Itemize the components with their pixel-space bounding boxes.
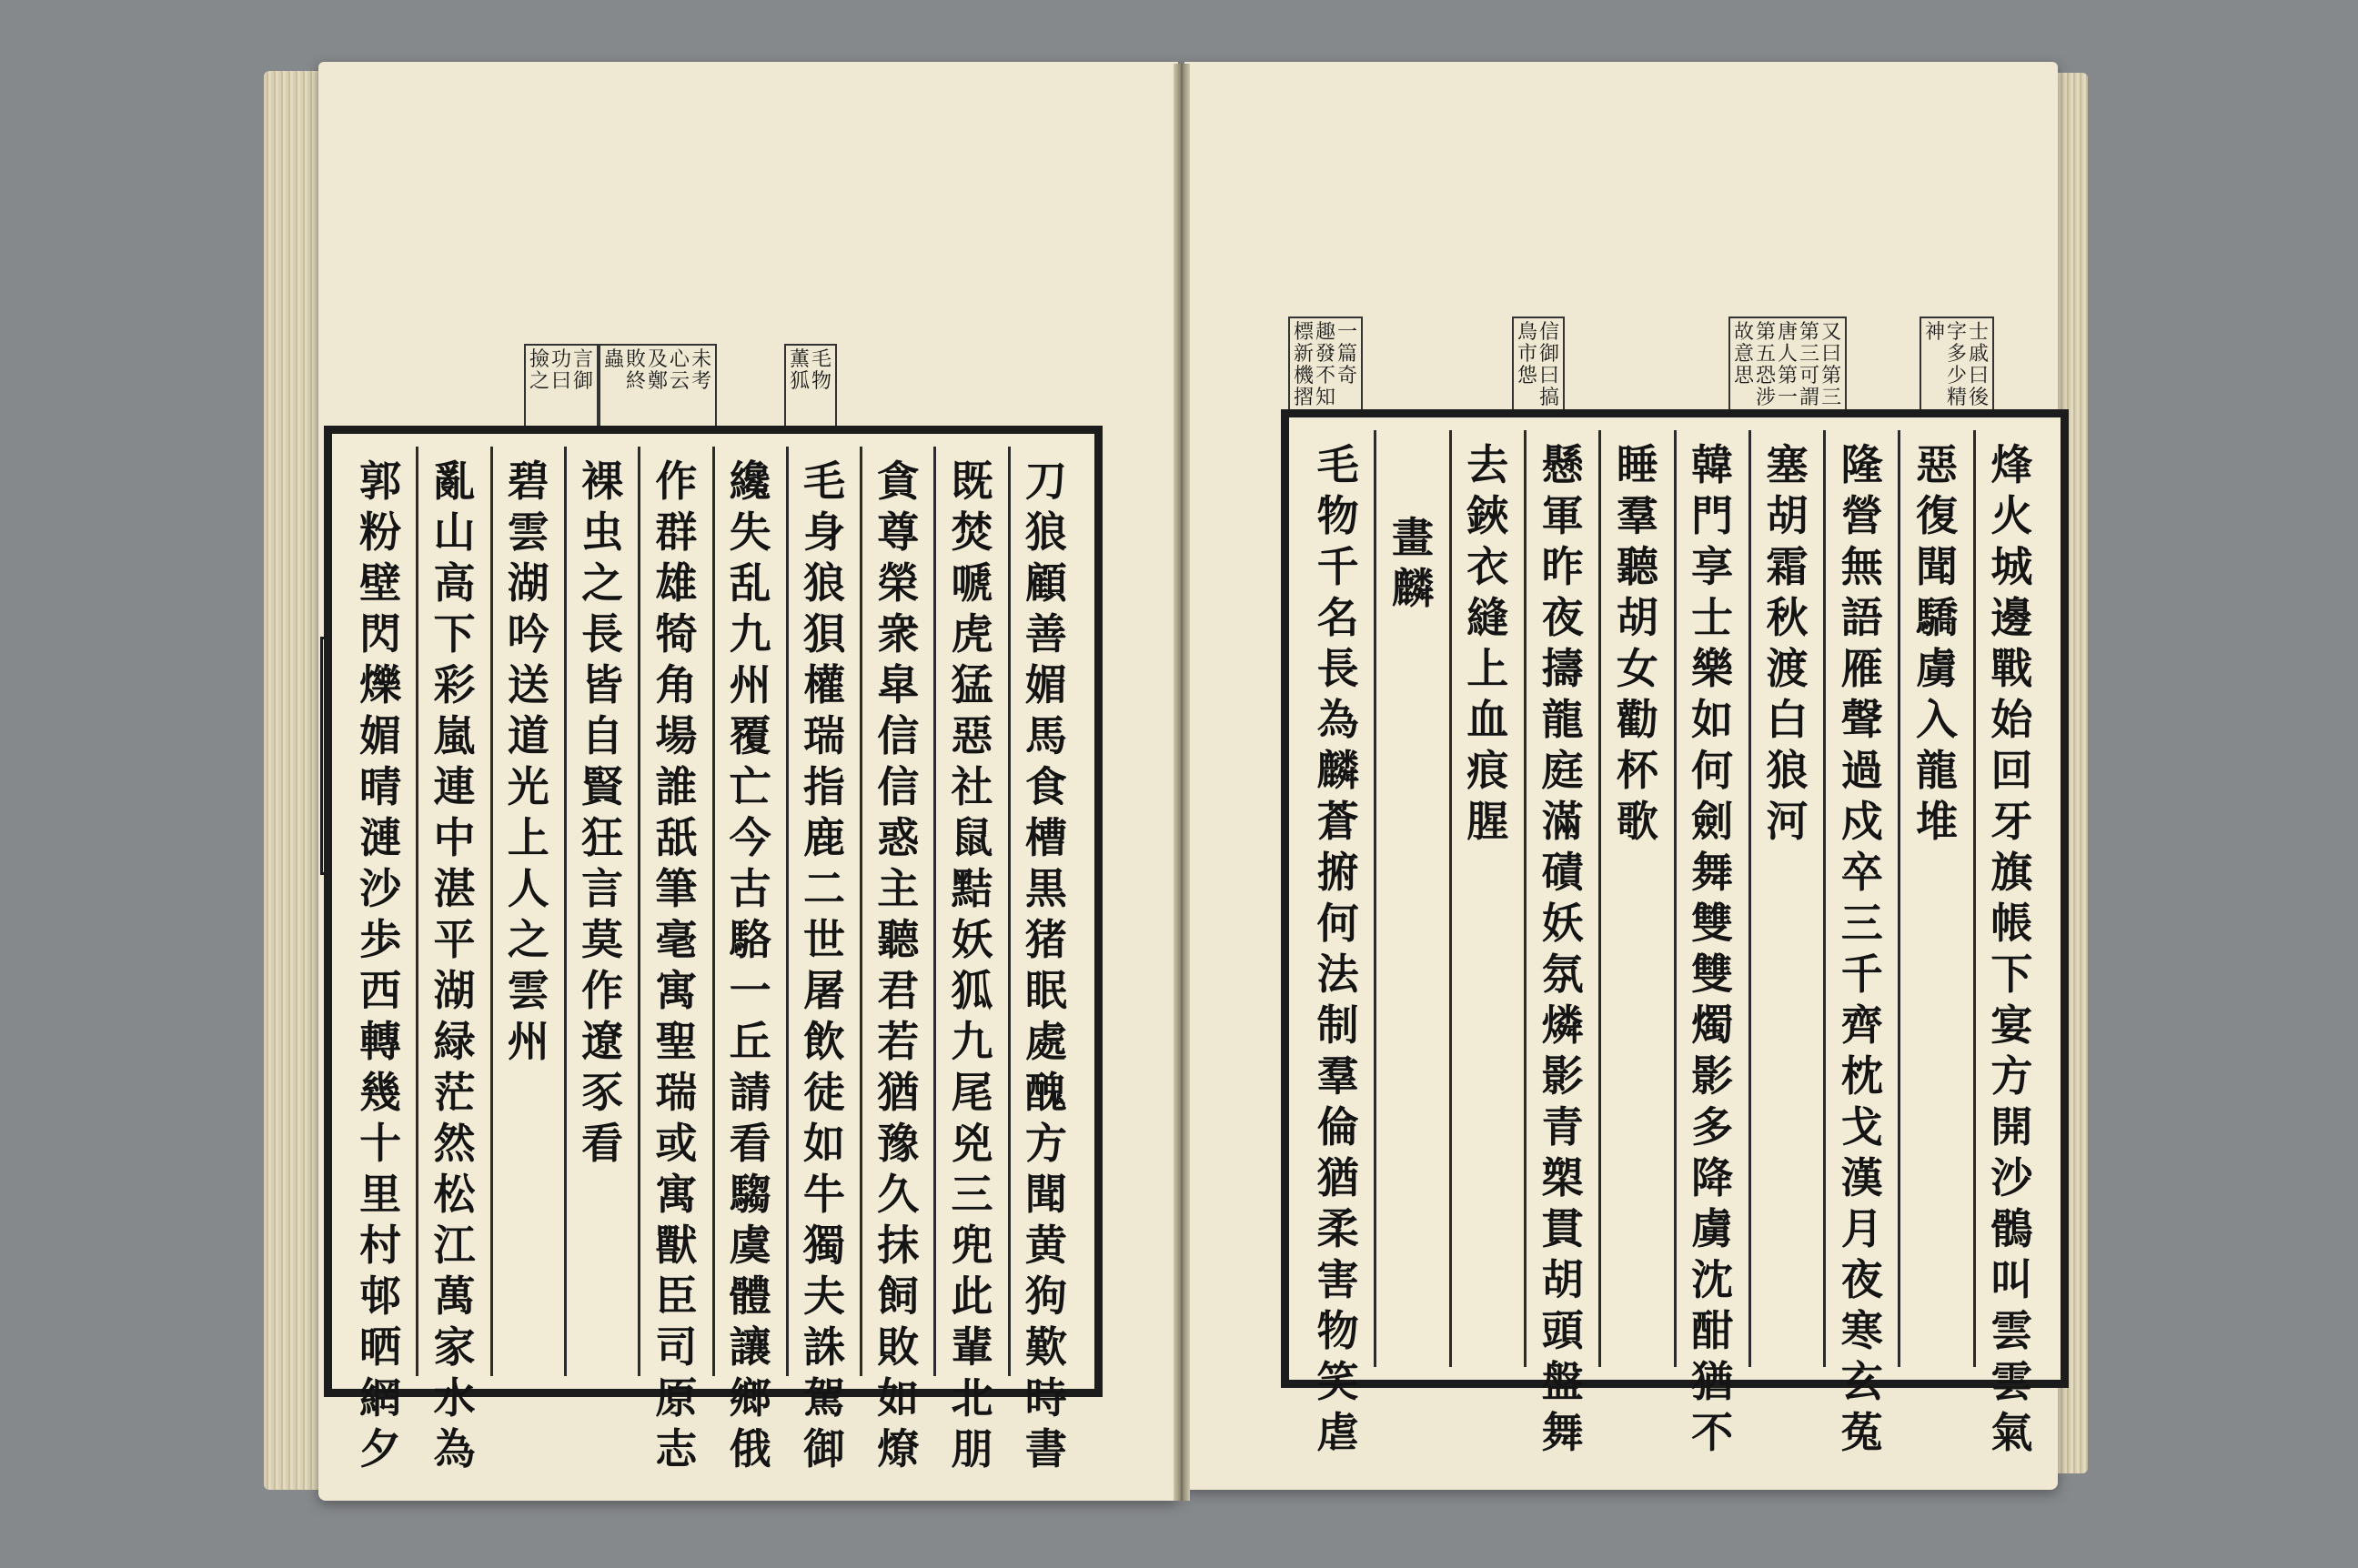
margin-note-line: 趣 發 不 知 (1315, 321, 1336, 409)
margin-note-line: 第 五 恐 涉 (1756, 321, 1777, 409)
left-margin-note-2 (599, 344, 717, 429)
margin-note-line: 士 戚 曰 後 (1969, 321, 1990, 409)
right-column-3: 隆 營 無 語 雁 聲 過 戍 卒 三 千 齊 枕 戈 漢 月 夜 寒 玄 菟 (1823, 430, 1898, 1367)
right-column-2: 惡 復 聞 驕 虜 入 龍 堆 (1898, 430, 1972, 1367)
book-gutter (1174, 64, 1190, 1501)
left-column-7: 裸 虫 之 長 皆 自 賢 狂 言 莫 作 遼 豕 看 (564, 447, 638, 1376)
margin-note-line: 第 三 可 謂 (1799, 321, 1820, 409)
margin-note-line: 毛 物 (811, 348, 832, 393)
right-column-10: 毛 物 千 名 長 為 麟 蒼 捬 何 法 制 羣 倫 猶 柔 害 物 笑 虐 (1316, 440, 1359, 1457)
right-margin-note-4 (1288, 317, 1363, 413)
margin-note-line: 言 御 (573, 348, 594, 393)
left-column-6: 作 群 雄 犄 角 場 誰 舐 筆 毫 寓 聖 瑞 或 寓 獸 臣 司 原 志 (638, 447, 711, 1376)
margin-note-line: 神 (1925, 321, 1946, 344)
right-column-6: 睡 羣 聽 胡 女 勸 杯 歌 (1598, 430, 1673, 1367)
margin-note-line: 薫 狐 (790, 348, 811, 393)
right-margin-note-3 (1512, 317, 1565, 413)
left-column-10: 郭 粉 壁 閃 爍 媚 晴 漣 沙 歩 西 轉 幾 十 里 村 邨 晒 網 夕 (359, 457, 402, 1473)
right-column-9: 畫 麟 (1374, 430, 1448, 1367)
margin-note-line: 及 鄭 (648, 348, 669, 393)
margin-note-line: 唐 人 第 一 (1778, 321, 1799, 409)
right-column-1: 烽 火 城 邊 戰 始 回 牙 旗 帳 下 宴 方 開 沙 鶻 叫 雲 雲 氣 (1973, 430, 2048, 1367)
margin-note-line: 又 曰 第 三 (1821, 321, 1842, 409)
margin-note-line: 敗 終 (626, 348, 647, 393)
left-column-1: 刀 狼 顧 善 媚 馬 食 槽 黒 猪 眠 處 醜 方 聞 黄 狗 歎 時 書 (1008, 447, 1082, 1376)
right-margin-note-2 (1728, 317, 1847, 413)
margin-note-line: 標 新 機 摺 (1294, 321, 1315, 409)
left-column-2: 既 焚 嗁 虎 猛 惡 社 鼠 黠 妖 狐 九 尾 兇 三 兜 此 輩 北 朋 (933, 447, 1007, 1376)
left-column-3: 貪 尊 榮 衆 皐 信 信 惑 主 聽 君 若 猶 豫 久 抹 飼 敗 如 燎 (860, 447, 933, 1376)
margin-note-line: 未 考 (691, 348, 712, 393)
margin-note-line: 一 篇 奇 (1337, 321, 1358, 387)
margin-note-line: 功 曰 (551, 348, 572, 393)
margin-note-line: 信 御 曰 搞 (1539, 321, 1560, 409)
right-column-7: 懸 軍 昨 夜 擣 龍 庭 滿 磧 妖 氛 燐 影 青 槊 貫 胡 頭 盤 舞 (1524, 430, 1598, 1367)
right-column-8: 去 鋏 衣 縫 上 血 痕 腥 (1449, 430, 1524, 1367)
left-column-8: 碧 雲 湖 吟 送 道 光 上 人 之 雲 州 (490, 447, 564, 1376)
right-text-frame (1281, 409, 2069, 1457)
right-column-5: 韓 門 享 士 樂 如 何 劍 舞 雙 雙 燭 影 多 降 虜 沈 酣 猶 不 (1674, 430, 1748, 1367)
left-column-9: 亂 山 高 下 彩 嵐 連 中 湛 平 湖 緑 茫 然 松 江 萬 家 水 為 (416, 447, 489, 1376)
margin-note-line: 撿 之 (529, 348, 550, 393)
margin-note-line: 蟲 (604, 348, 625, 371)
left-column-4: 毛 身 狼 狽 權 瑞 指 鹿 二 世 屠 飲 徒 如 牛 獨 夫 誅 駕 御 (786, 447, 860, 1376)
right-column-4: 塞 胡 霜 秋 渡 白 狼 河 (1748, 430, 1823, 1367)
right-margin-note-1 (1920, 317, 1994, 413)
left-text-frame (324, 426, 1103, 1473)
left-margin-note-1 (784, 344, 837, 429)
margin-note-line: 故 意 思 (1734, 321, 1755, 387)
left-margin-note-3 (524, 344, 599, 429)
margin-note-line: 鳥 市 怹 (1517, 321, 1538, 387)
margin-note-line: 心 云 (670, 348, 690, 393)
margin-note-line: 字 多 少 精 (1947, 321, 1968, 409)
left-page-edges (264, 71, 324, 1490)
left-column-5: 纔 失 乱 九 州 覆 亡 今 古 駱 一 丘 請 看 騶 虞 體 讓 鄉 俄 (712, 447, 786, 1376)
